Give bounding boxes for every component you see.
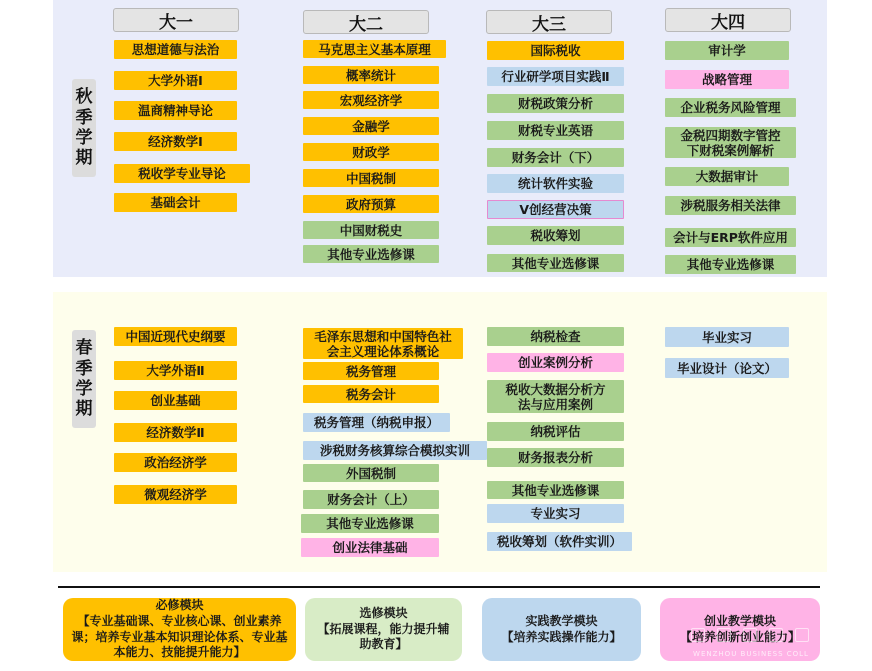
module-description: 【培养实践操作能力】 bbox=[501, 629, 622, 644]
module-title: 创业教学模块 bbox=[703, 613, 776, 628]
course-box: 外国税制 bbox=[303, 464, 439, 482]
spring-label-char: 春 bbox=[75, 338, 93, 359]
course-box: 中国税制 bbox=[303, 169, 439, 187]
year-header-4: 大四 bbox=[665, 8, 791, 32]
module-required bbox=[63, 598, 296, 661]
course-box: 政治经济学 bbox=[114, 453, 237, 472]
course-box: 财政学 bbox=[303, 143, 439, 161]
course-box: 其他专业选修课 bbox=[487, 481, 624, 499]
course-box: 其他专业选修课 bbox=[303, 245, 439, 263]
module-description: 【拓展课程，能力提升辅助教育】 bbox=[317, 621, 450, 652]
course-box: 税务会计 bbox=[303, 385, 439, 403]
course-box: 财务会计（上） bbox=[303, 490, 439, 509]
course-box: 经济数学Ⅱ bbox=[114, 423, 237, 442]
course-box: 毕业实习 bbox=[665, 327, 789, 347]
course-box: 税收学专业导论 bbox=[114, 164, 250, 183]
course-box: 毕业设计（论文） bbox=[665, 358, 789, 378]
course-box: 企业税务风险管理 bbox=[665, 98, 796, 117]
course-box: 纳税检查 bbox=[487, 327, 624, 346]
module-title: 必修模块 bbox=[155, 598, 204, 613]
spring-label-char: 季 bbox=[75, 358, 93, 379]
module-title: 选修模块 bbox=[359, 606, 408, 621]
module-divider bbox=[58, 586, 820, 588]
module-description: 【培养创新创业能力】 bbox=[679, 629, 800, 644]
watermark-logo-icon bbox=[685, 628, 815, 642]
course-box: 微观经济学 bbox=[114, 485, 237, 504]
course-box: 财务会计（下） bbox=[487, 148, 624, 167]
course-box: 其他专业选修课 bbox=[665, 255, 796, 274]
course-box: 金融学 bbox=[303, 117, 439, 135]
course-box: 创业案例分析 bbox=[487, 353, 624, 372]
course-box: 纳税评估 bbox=[487, 422, 624, 441]
watermark bbox=[679, 628, 820, 658]
year-header-3: 大三 bbox=[486, 10, 612, 34]
autumn-label-char: 学 bbox=[75, 128, 93, 148]
course-box: 其他专业选修课 bbox=[301, 514, 439, 533]
course-box: 创业法律基础 bbox=[301, 538, 439, 557]
course-box: 政府预算 bbox=[303, 195, 439, 213]
spring-semester-label bbox=[72, 330, 96, 428]
spring-label-char: 学 bbox=[75, 379, 93, 399]
watermark-text: WENZHOU BUSINESS COLL bbox=[693, 650, 809, 658]
course-box: 会计与ERP软件应用 bbox=[665, 228, 796, 247]
course-box: 战略管理 bbox=[665, 70, 789, 89]
course-box: 统计软件实验 bbox=[487, 174, 624, 193]
course-box: 税收大数据分析方法与应用案例 bbox=[487, 380, 624, 413]
course-box: 涉税服务相关法律 bbox=[665, 196, 796, 215]
course-box: 大学外语Ⅰ bbox=[114, 71, 237, 90]
year-header-2: 大二 bbox=[303, 10, 429, 34]
module-practice bbox=[482, 598, 641, 661]
course-box: 马克思主义基本原理 bbox=[303, 40, 446, 58]
course-box: 审计学 bbox=[665, 41, 789, 60]
course-box: 税务管理 bbox=[303, 362, 439, 380]
course-box: 专业实习 bbox=[487, 504, 624, 523]
course-box: 税收筹划（软件实训） bbox=[487, 532, 632, 551]
course-box: 思想道德与法治 bbox=[114, 40, 237, 59]
course-box: 创业基础 bbox=[114, 391, 237, 410]
course-box: 金税四期数字管控下财税案例解析 bbox=[665, 127, 796, 158]
autumn-semester-label bbox=[72, 79, 96, 177]
course-box: 税务管理（纳税申报） bbox=[303, 413, 450, 432]
course-box: 中国近现代史纲要 bbox=[114, 327, 237, 346]
course-box: 温商精神导论 bbox=[114, 101, 237, 120]
course-box: 中国财税史 bbox=[303, 221, 439, 239]
autumn-label-char: 季 bbox=[75, 107, 93, 128]
course-box: 行业研学项目实践Ⅱ bbox=[487, 67, 624, 86]
course-box: 国际税收 bbox=[487, 41, 624, 60]
course-box: 财务报表分析 bbox=[487, 448, 624, 467]
year-header-1: 大一 bbox=[113, 8, 239, 32]
course-box: 基础会计 bbox=[114, 193, 237, 212]
course-box: 税收筹划 bbox=[487, 226, 624, 245]
course-box: 概率统计 bbox=[303, 66, 439, 84]
course-box: 经济数学Ⅰ bbox=[114, 132, 237, 151]
course-box: 其他专业选修课 bbox=[487, 254, 624, 272]
course-box: 毛泽东思想和中国特色社会主义理论体系概论 bbox=[303, 328, 463, 359]
course-box: V创经营决策 bbox=[487, 200, 624, 219]
course-box: 大数据审计 bbox=[665, 167, 789, 186]
course-box: 财税政策分析 bbox=[487, 94, 624, 113]
course-box: 涉税财务核算综合模拟实训 bbox=[303, 441, 487, 460]
autumn-label-char: 秋 bbox=[75, 87, 93, 108]
course-box: 宏观经济学 bbox=[303, 91, 439, 109]
course-box: 财税专业英语 bbox=[487, 121, 624, 140]
autumn-label-char: 期 bbox=[75, 148, 93, 169]
module-description: 【专业基础课、专业核心课、创业素养课；培养专业基本知识理论体系、专业基本能力、技能提升能力】 bbox=[71, 613, 288, 660]
spring-label-char: 期 bbox=[75, 399, 93, 420]
module-elective bbox=[305, 598, 462, 661]
course-box: 大学外语Ⅱ bbox=[114, 361, 237, 380]
module-title: 实践教学模块 bbox=[525, 613, 598, 628]
